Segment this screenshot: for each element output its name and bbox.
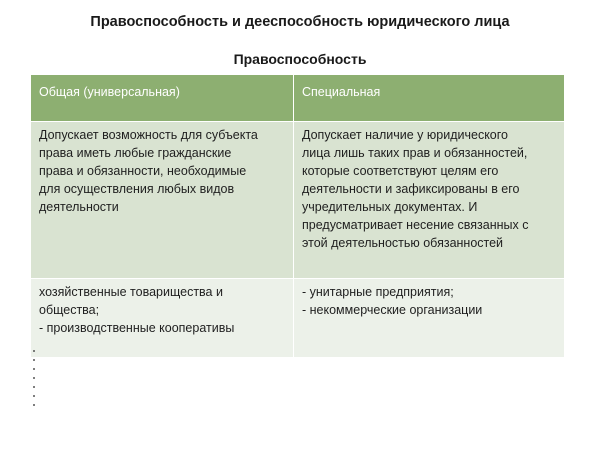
table-row [31, 279, 564, 358]
dot [33, 359, 35, 361]
table-header-row [31, 75, 564, 122]
dot [33, 404, 35, 406]
cell-special-definition: Допускает наличие у юридического лица лишь таких прав и обязанностей, которые соответствуют целям его деятельности и зафиксированы в его учредительных документах. И предусматривает несение связанных с этой деятельностью обязанностей [294, 122, 565, 279]
table-row [31, 122, 564, 279]
cell-general-examples: хозяйственные товарищества и общества; - производственные кооперативы [31, 279, 294, 358]
section-subtitle: Правоспособность [233, 51, 367, 67]
legal-capacity-table [31, 75, 564, 358]
dot [33, 368, 35, 370]
dotted-marker [33, 350, 37, 410]
dot [33, 386, 35, 388]
header-general: Общая (универсальная) [31, 75, 294, 122]
dot [33, 377, 35, 379]
cell-special-examples: - унитарные предприятия; - некоммерческие организации [294, 279, 565, 358]
document-title: Правоспособность и дееспособность юридического лица [90, 14, 510, 30]
dot [33, 350, 35, 352]
header-special: Специальная [294, 75, 565, 122]
cell-general-definition: Допускает возможность для субъекта права иметь любые гражданские права и обязанности, необходимые для осуществления любых видов деятельности [31, 122, 294, 279]
dot [33, 395, 35, 397]
